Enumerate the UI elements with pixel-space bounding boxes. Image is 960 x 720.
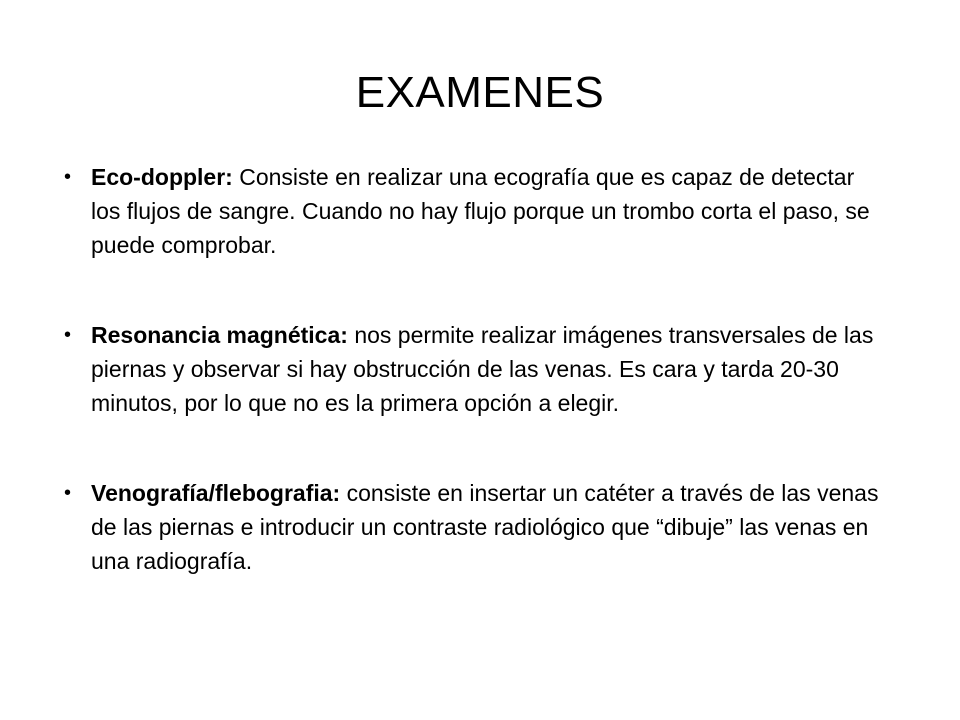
- bullet-term: Venografía/flebografia:: [91, 480, 347, 506]
- slide-title: EXAMENES: [355, 68, 605, 117]
- bullet-term: Resonancia magnética:: [91, 322, 355, 348]
- bullet-item-eco-doppler: [60, 160, 880, 262]
- bullet-icon: •: [64, 166, 72, 188]
- bullet-icon: •: [64, 482, 72, 504]
- bullet-text: consiste en insertar un catéter a través de las venas de las piernas e introducir un contraste radiológico que “dibuje” las venas en una radiografía.: [91, 480, 879, 574]
- bullet-item-venografia: [60, 476, 880, 578]
- bullet-icon: •: [64, 324, 72, 346]
- bullet-item-resonancia: [60, 318, 880, 420]
- bullet-text: nos permite realizar imágenes transversales de las piernas y observar si hay obstrucción de las venas. Es cara y tarda 20-30 minutos, por lo que no es la primera opción a elegir.: [91, 322, 874, 416]
- bullet-list: [60, 160, 880, 578]
- bullet-term: Eco-doppler:: [91, 164, 240, 190]
- bullet-text: Consiste en realizar una ecografía que es capaz de detectar los flujos de sangre. Cuando no hay flujo porque un trombo corta el paso, se puede comprobar.: [91, 164, 870, 258]
